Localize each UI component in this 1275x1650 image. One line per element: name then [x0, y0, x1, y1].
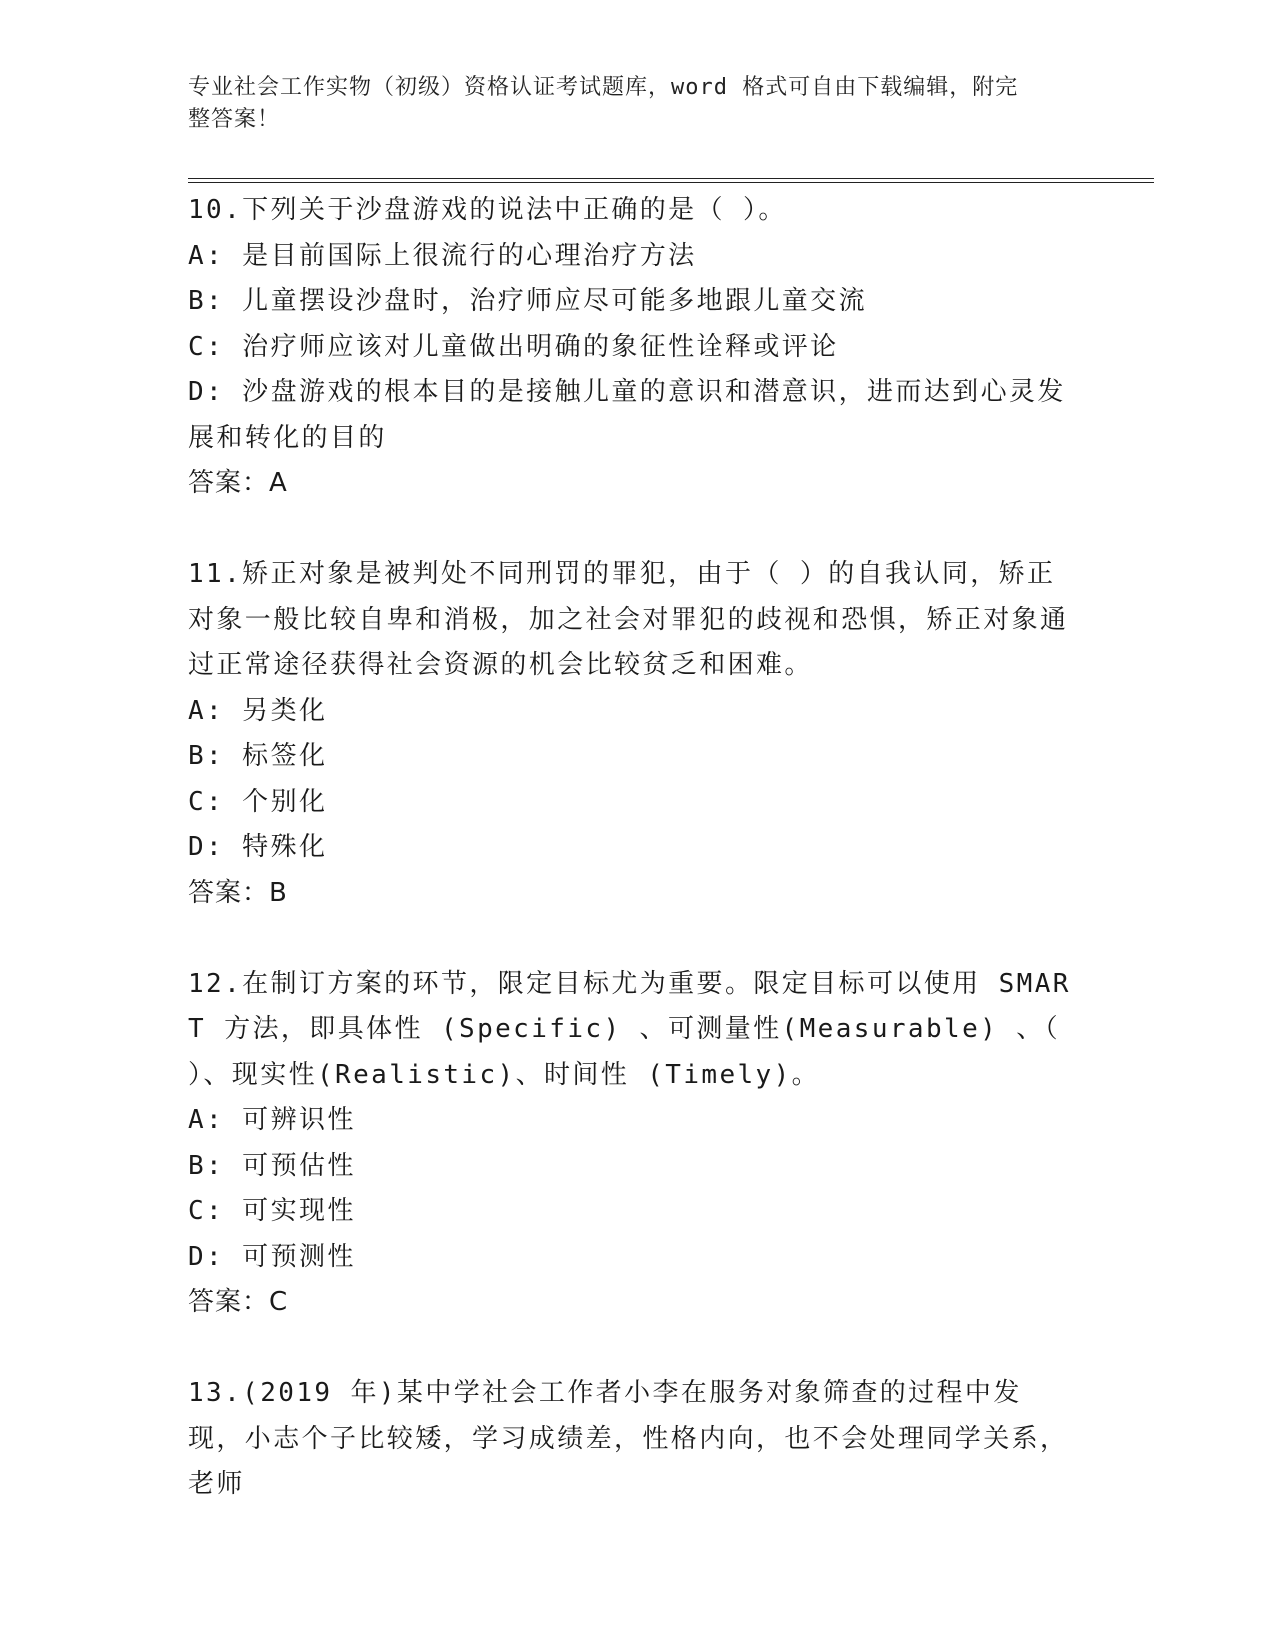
header-line-2: 整答案！ — [188, 107, 281, 132]
option-text: 特殊化 — [242, 832, 328, 862]
answer-line: 答案：B — [188, 877, 288, 908]
option-b — [188, 279, 1078, 325]
option-text: 可辨识性 — [242, 1105, 356, 1135]
question-11 — [188, 552, 1088, 916]
option-letter: D: — [188, 1241, 225, 1272]
question-12 — [188, 962, 1088, 1326]
option-b — [188, 734, 1078, 780]
option-c — [188, 780, 1078, 826]
option-letter: B: — [188, 1150, 225, 1181]
option-text: 可预测性 — [242, 1241, 356, 1272]
question-10 — [188, 188, 1088, 506]
option-text: 儿童摆设沙盘时，治疗师应尽可能多地跟儿童交流 — [242, 286, 867, 316]
option-a — [188, 689, 1078, 735]
option-text: 可预估性 — [242, 1150, 356, 1181]
question-stem: 10.下列关于沙盘游戏的说法中正确的是（ ）。 — [188, 195, 787, 225]
option-c — [188, 325, 1078, 371]
option-letter: C: — [188, 786, 225, 817]
question-spacer — [188, 1325, 1088, 1371]
option-text: 另类化 — [242, 695, 328, 726]
question-stem: 13.(2019 年)某中学社会工作者小李在服务对象筛查的过程中发现，小志个子比较矮，学习成绩差，性格内向，也不会处理同学关系，老师 — [188, 1378, 1069, 1499]
option-letter: C: — [188, 331, 225, 362]
question-stem: 11.矫正对象是被判处不同刑罚的罪犯，由于（ ）的自我认同，矫正对象一般比较自卑和消极，加之社会对罪犯的歧视和恐惧，矫正对象通过正常途径获得社会资源的机会比较贫乏和困难。 — [188, 559, 1069, 680]
answer-line: 答案：C — [188, 1287, 289, 1317]
option-d — [188, 370, 1078, 461]
option-text: 可实现性 — [242, 1196, 356, 1226]
header-line-1: 专业社会工作实物（初级）资格认证考试题库，word 格式可自由下载编辑，附完 — [188, 75, 1019, 100]
option-d — [188, 1235, 1078, 1281]
option-letter: B: — [188, 286, 225, 316]
option-letter: D: — [188, 832, 225, 862]
option-c — [188, 1189, 1078, 1235]
option-a — [188, 234, 1078, 280]
answer-line: 答案：A — [188, 468, 288, 498]
question-stem: 12.在制订方案的环节，限定目标尤为重要。限定目标可以使用 SMART 方法，即具体性 (Specific) 、可测量性(Measurable) 、（ ）、现实性(Realistic)、时间性 (Timely)。 — [188, 968, 1071, 1090]
question-list — [188, 188, 1088, 1508]
option-a — [188, 1098, 1078, 1144]
question-spacer — [188, 506, 1088, 552]
header-divider-bottom — [188, 182, 1154, 183]
option-letter: A: — [188, 695, 225, 726]
document-header — [188, 72, 1068, 136]
option-text: 标签化 — [242, 741, 328, 771]
option-text: 是目前国际上很流行的心理治疗方法 — [242, 240, 697, 271]
question-spacer — [188, 916, 1088, 962]
option-letter: A: — [188, 240, 225, 271]
option-text: 沙盘游戏的根本目的是接触儿童的意识和潜意识，进而达到心灵发展和转化的目的 — [188, 377, 1066, 453]
option-letter: B: — [188, 741, 225, 771]
option-b — [188, 1144, 1078, 1190]
option-letter: C: — [188, 1196, 225, 1226]
option-letter: D: — [188, 377, 225, 407]
header-divider-top — [188, 178, 1154, 179]
question-13 — [188, 1371, 1088, 1508]
option-d — [188, 825, 1078, 871]
option-text: 治疗师应该对儿童做出明确的象征性诠释或评论 — [242, 331, 839, 362]
option-text: 个别化 — [242, 786, 328, 817]
option-letter: A: — [188, 1105, 225, 1135]
